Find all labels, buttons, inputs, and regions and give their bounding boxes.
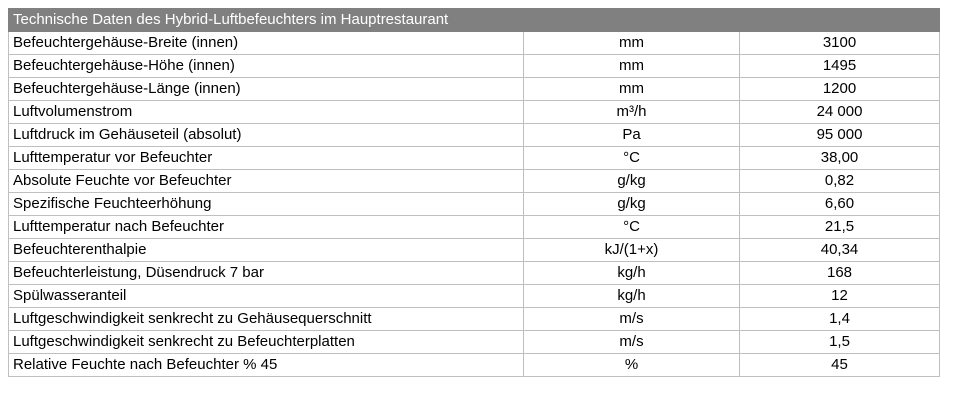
parameter-unit: mm bbox=[524, 78, 740, 101]
parameter-value: 45 bbox=[740, 354, 940, 377]
parameter-value: 24 000 bbox=[740, 101, 940, 124]
parameter-name: Spezifische Feuchteerhöhung bbox=[9, 193, 524, 216]
parameter-unit: % bbox=[524, 354, 740, 377]
parameter-name: Befeuchtergehäuse-Breite (innen) bbox=[9, 32, 524, 55]
parameter-value: 21,5 bbox=[740, 216, 940, 239]
table-row bbox=[9, 262, 940, 285]
technical-data-table bbox=[8, 8, 940, 377]
parameter-unit: m/s bbox=[524, 308, 740, 331]
parameter-value: 6,60 bbox=[740, 193, 940, 216]
parameter-name: Luftvolumenstrom bbox=[9, 101, 524, 124]
table-row bbox=[9, 354, 940, 377]
parameter-unit: kg/h bbox=[524, 262, 740, 285]
parameter-unit: Pa bbox=[524, 124, 740, 147]
table-row bbox=[9, 101, 940, 124]
parameter-value: 95 000 bbox=[740, 124, 940, 147]
table-row bbox=[9, 170, 940, 193]
parameter-value: 40,34 bbox=[740, 239, 940, 262]
parameter-unit: mm bbox=[524, 32, 740, 55]
parameter-unit: m/s bbox=[524, 331, 740, 354]
parameter-value: 1495 bbox=[740, 55, 940, 78]
table-row bbox=[9, 78, 940, 101]
table-row bbox=[9, 285, 940, 308]
parameter-name: Luftgeschwindigkeit senkrecht zu Befeuchterplatten bbox=[9, 331, 524, 354]
parameter-name: Luftgeschwindigkeit senkrecht zu Gehäusequerschnitt bbox=[9, 308, 524, 331]
parameter-name: Befeuchtergehäuse-Höhe (innen) bbox=[9, 55, 524, 78]
table-row bbox=[9, 308, 940, 331]
parameter-unit: kg/h bbox=[524, 285, 740, 308]
parameter-value: 0,82 bbox=[740, 170, 940, 193]
parameter-name: Befeuchterenthalpie bbox=[9, 239, 524, 262]
table-title-row bbox=[9, 9, 940, 32]
parameter-name: Befeuchterleistung, Düsendruck 7 bar bbox=[9, 262, 524, 285]
table-row bbox=[9, 32, 940, 55]
parameter-name: Befeuchtergehäuse-Länge (innen) bbox=[9, 78, 524, 101]
parameter-name: Luftdruck im Gehäuseteil (absolut) bbox=[9, 124, 524, 147]
parameter-name: Spülwasseranteil bbox=[9, 285, 524, 308]
parameter-value: 1200 bbox=[740, 78, 940, 101]
parameter-name: Lufttemperatur vor Befeuchter bbox=[9, 147, 524, 170]
parameter-name: Relative Feuchte nach Befeuchter % 45 bbox=[9, 354, 524, 377]
table-row bbox=[9, 124, 940, 147]
parameter-name: Absolute Feuchte vor Befeuchter bbox=[9, 170, 524, 193]
table-row bbox=[9, 216, 940, 239]
parameter-value: 38,00 bbox=[740, 147, 940, 170]
table-row bbox=[9, 147, 940, 170]
parameter-unit: °C bbox=[524, 216, 740, 239]
table-row bbox=[9, 193, 940, 216]
parameter-value: 12 bbox=[740, 285, 940, 308]
parameter-name: Lufttemperatur nach Befeuchter bbox=[9, 216, 524, 239]
parameter-value: 1,5 bbox=[740, 331, 940, 354]
parameter-unit: mm bbox=[524, 55, 740, 78]
parameter-unit: g/kg bbox=[524, 170, 740, 193]
table-title: Technische Daten des Hybrid-Luftbefeuchters im Hauptrestaurant bbox=[9, 9, 940, 32]
parameter-value: 3100 bbox=[740, 32, 940, 55]
parameter-value: 168 bbox=[740, 262, 940, 285]
table-row bbox=[9, 55, 940, 78]
parameter-unit: g/kg bbox=[524, 193, 740, 216]
parameter-unit: °C bbox=[524, 147, 740, 170]
parameter-unit: m³/h bbox=[524, 101, 740, 124]
table-row bbox=[9, 331, 940, 354]
parameter-value: 1,4 bbox=[740, 308, 940, 331]
table-row bbox=[9, 239, 940, 262]
parameter-unit: kJ/(1+x) bbox=[524, 239, 740, 262]
